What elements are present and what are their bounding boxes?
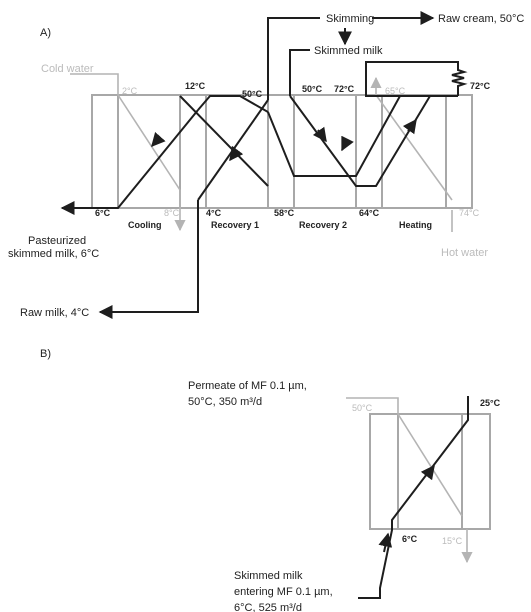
temp-64c: 64°C: [359, 208, 380, 218]
cold-water-label: Cold water: [41, 63, 94, 75]
temp-50c-left: 50°C: [242, 89, 263, 99]
permeate-label-line2: 50°C, 350 m³/d: [188, 396, 263, 408]
skimmed-milk-b-path: [358, 396, 468, 598]
entering-label-line1: Skimmed milk: [234, 570, 303, 582]
plate-pack-3: [268, 95, 294, 208]
entering-label-line2: entering MF 0.1 µm,: [234, 586, 333, 598]
cooling-down-arrow: [152, 137, 160, 146]
recovery1-cross-diagonal: [180, 96, 268, 186]
skimmed-milk-label: Skimmed milk: [314, 45, 383, 57]
temp-6c: 6°C: [95, 208, 111, 218]
temp-15c-permeate: 15°C: [442, 536, 463, 546]
plate-heat-exchanger-frame: [92, 95, 472, 208]
temp-4c: 4°C: [206, 208, 222, 218]
pasteurized-label-line1: Pasteurized: [28, 235, 87, 247]
temp-50c-permeate: 50°C: [352, 403, 373, 413]
entering-label-line3: 6°C, 525 m³/d: [234, 602, 302, 612]
raw-cream-label: Raw cream, 50°C: [438, 13, 525, 25]
permeate-label-line1: Permeate of MF 0.1 µm,: [188, 380, 307, 392]
section-heating-label: Heating: [399, 220, 433, 230]
section-b-label: B): [40, 348, 51, 360]
plate-pack-5: [446, 95, 472, 208]
heating-up-arrow: [408, 120, 416, 131]
temp-8c-water: 8°C: [164, 208, 180, 218]
section-cooling-label: Cooling: [128, 220, 162, 230]
temp-2c-water: 2°C: [122, 86, 138, 96]
temp-12c: 12°C: [185, 81, 206, 91]
skimmed-milk-stream-b: [358, 396, 468, 598]
raw-milk-inlet-line: [100, 200, 198, 312]
section-a-label: A): [40, 27, 51, 39]
section-recovery2-label: Recovery 2: [299, 220, 348, 230]
recovery2-hot-arrow: [342, 142, 346, 150]
temp-58c: 58°C: [274, 208, 295, 218]
holding-tube-coil: [366, 62, 464, 96]
temp-6c-b: 6°C: [402, 534, 418, 544]
plate-pack-1: [92, 95, 118, 208]
temp-74c-water: 74°C: [459, 208, 480, 218]
temp-72c-top: 72°C: [334, 84, 355, 94]
temp-72c-holding: 72°C: [470, 81, 491, 91]
section-recovery1-label: Recovery 1: [211, 220, 260, 230]
temp-50c-right: 50°C: [302, 84, 323, 94]
exchanger-outer-frame: [92, 95, 472, 208]
cold-water-inlet-line: [70, 74, 118, 95]
hot-milk-return-path: [268, 96, 458, 176]
skimming-label: Skimming: [326, 13, 375, 25]
hot-water-diagonal: [376, 95, 452, 200]
pasteurized-label-line2: skimmed milk, 6°C: [8, 248, 100, 260]
precooler-plate-pack-right: [462, 414, 490, 529]
precooler-plate-pack-left: [370, 414, 398, 529]
temp-65c-water: 65°C: [385, 86, 406, 96]
milk-product-stream: [62, 18, 464, 312]
temp-25c: 25°C: [480, 398, 501, 408]
plate-pack-2: [180, 95, 206, 208]
raw-milk-label: Raw milk, 4°C: [20, 307, 90, 319]
hot-water-label: Hot water: [441, 247, 489, 259]
